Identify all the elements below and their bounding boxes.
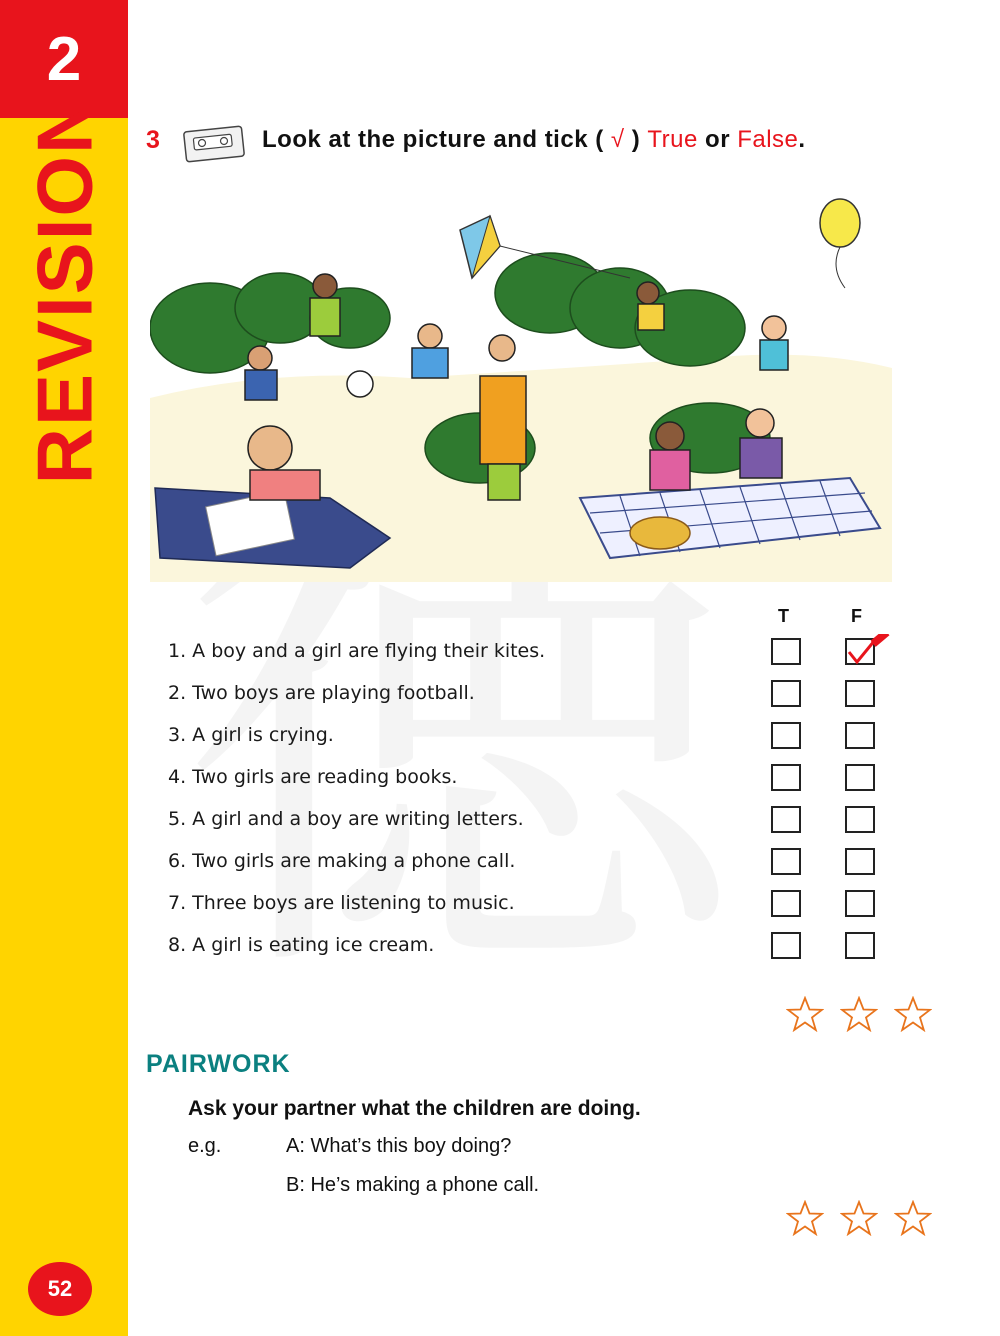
false-word: False [737,126,799,153]
true-checkbox[interactable] [771,680,801,707]
false-checkbox[interactable] [845,722,875,749]
instruction-close: ) [631,126,641,153]
false-checkbox[interactable] [845,890,875,917]
false-checkbox[interactable] [845,848,875,875]
pairwork-instruction: Ask your partner what the children are doing. [188,1097,641,1120]
page-number: 52 [28,1262,92,1316]
instruction-prefix: Look at the picture and tick ( [262,126,604,153]
park-scene-illustration [150,198,892,582]
statement-text: 1. A boy and a girl are flying their kites. [168,640,546,662]
side-bar [0,0,128,1336]
statement-text: 6. Two girls are making a phone call. [168,850,516,872]
statement-text: 3. A girl is crying. [168,724,334,746]
false-checkbox[interactable] [845,638,875,665]
star-outline-icon[interactable] [894,1200,932,1236]
star-outline-icon[interactable] [840,996,878,1032]
example-label: e.g. [188,1135,222,1157]
statement-text: 2. Two boys are playing football. [168,682,475,704]
or-word: or [705,126,731,153]
true-word: True [647,126,698,153]
statement-list [168,630,888,966]
statement-row [168,756,888,798]
statement-row [168,714,888,756]
true-checkbox[interactable] [771,890,801,917]
false-column-header: F [851,606,862,626]
statement-row [168,630,888,672]
pairwork-rating [786,1200,932,1236]
false-checkbox[interactable] [845,764,875,791]
period: . [798,126,806,153]
false-checkbox[interactable] [845,932,875,959]
dialogue-line-a: A: What’s this boy doing? [286,1135,512,1157]
true-checkbox[interactable] [771,932,801,959]
true-checkbox[interactable] [771,764,801,791]
statement-row [168,882,888,924]
true-checkbox[interactable] [771,848,801,875]
star-outline-icon[interactable] [786,1200,824,1236]
star-outline-icon[interactable] [786,996,824,1032]
pairwork-title: PAIRWORK [146,1050,291,1078]
statement-text: 4. Two girls are reading books. [168,766,458,788]
true-checkbox[interactable] [771,806,801,833]
star-outline-icon[interactable] [840,1200,878,1236]
unit-number: 2 [46,24,82,94]
statement-row [168,840,888,882]
false-checkbox[interactable] [845,806,875,833]
tick-symbol: √ [610,126,625,153]
false-checkbox[interactable] [845,680,875,707]
dialogue-line-b: B: He’s making a phone call. [286,1174,540,1196]
true-column-header: T [778,606,789,626]
true-checkbox[interactable] [771,638,801,665]
exercise-rating [786,996,932,1032]
statement-row [168,672,888,714]
statement-row [168,798,888,840]
statement-text: 8. A girl is eating ice cream. [168,934,435,956]
statement-text: 7. Three boys are listening to music. [168,892,515,914]
exercise-instruction [262,126,806,154]
statement-row [168,924,888,966]
section-label: REVISION [20,95,109,485]
true-checkbox[interactable] [771,722,801,749]
exercise-number: 3 [146,126,160,154]
star-outline-icon[interactable] [894,996,932,1032]
red-check-icon [847,634,895,670]
cassette-icon [182,124,246,164]
statement-text: 5. A girl and a boy are writing letters. [168,808,524,830]
